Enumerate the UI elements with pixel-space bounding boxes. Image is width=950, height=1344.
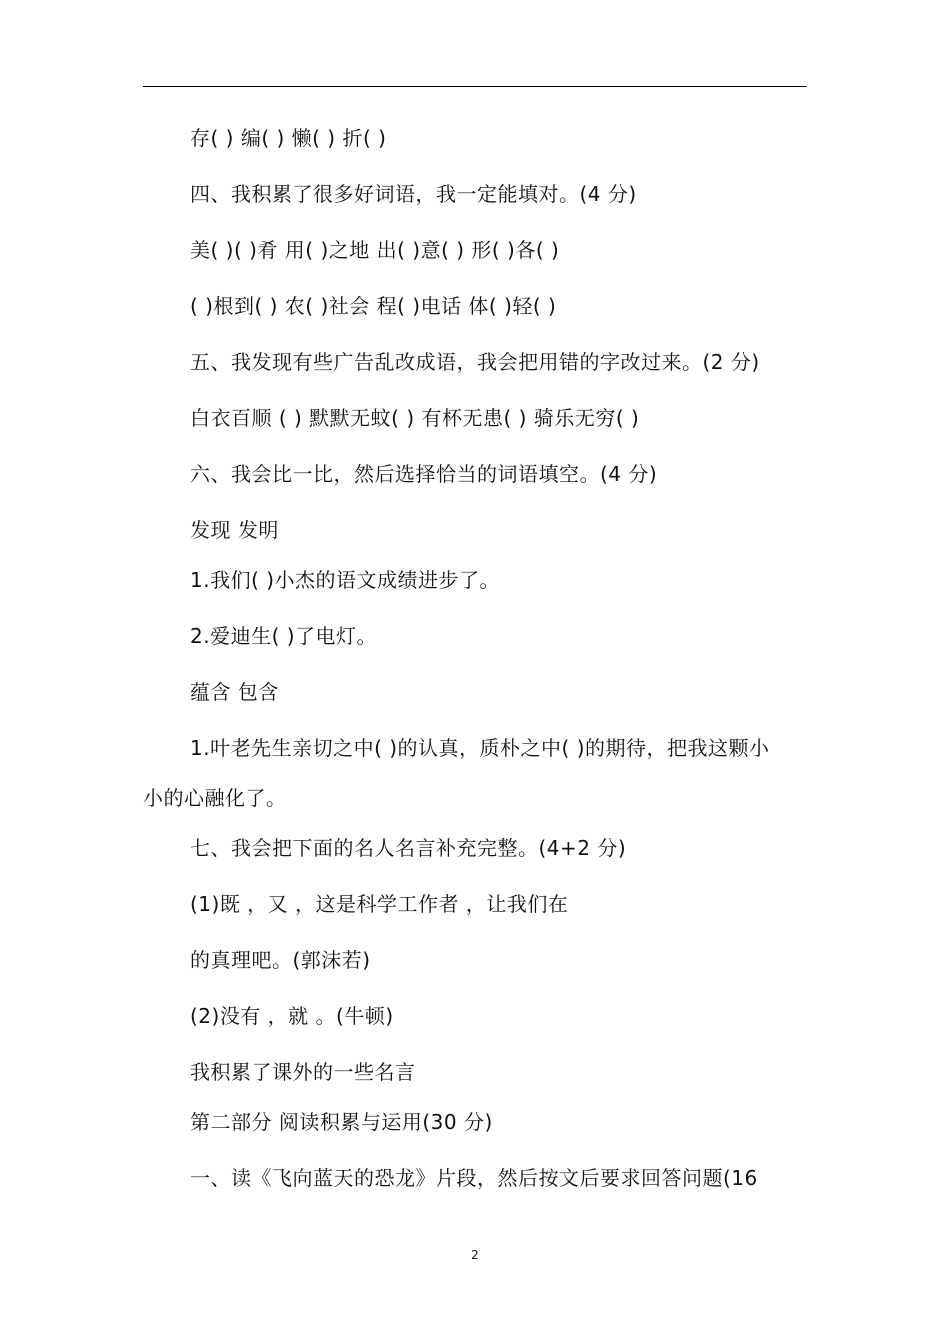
text-line-15: (1)既 ，又 ，这是科学工作者 ，让我们在 (190, 892, 569, 916)
page-number: 2 (471, 1248, 479, 1262)
text-line-18: 我积累了课外的一些名言 (190, 1060, 416, 1084)
text-line-20: 一、读《飞向蓝天的恐龙》片段，然后按文后要求回答问题(16 (190, 1166, 758, 1190)
text-line-16: 的真理吧。(郭沫若) (190, 948, 371, 972)
header-rule (143, 86, 807, 87)
text-line-13: 小的心融化了。 (143, 786, 287, 810)
section-six-heading: 六、我会比一比，然后选择恰当的词语填空。(4 分) (190, 462, 658, 486)
text-line-6: 白衣百顺 ( ) 默默无蚊( ) 有杯无患( ) 骑乐无穷( ) (190, 406, 640, 430)
section-seven-heading: 七、我会把下面的名人名言补充完整。(4+2 分) (190, 836, 627, 860)
text-line-4: ( )根到( ) 农( )社会 程( )电话 体( )轻( ) (190, 294, 557, 318)
text-line-3: 美( )( )肴 用( )之地 出( )意( ) 形( )各( ) (190, 238, 560, 262)
text-line-11: 蕴含 包含 (190, 680, 279, 704)
part-two-heading: 第二部分 阅读积累与运用(30 分) (190, 1110, 493, 1134)
text-line-8: 发现 发明 (190, 518, 279, 542)
text-line-10: 2.爱迪生( )了电灯。 (190, 624, 378, 648)
text-line-12: 1.叶老先生亲切之中( )的认真，质朴之中( )的期待，把我这颗小 (190, 736, 770, 760)
text-line-1: 存( ) 编( ) 懒( ) 折( ) (190, 126, 387, 150)
text-line-17: (2)没有 ，就 。(牛顿) (190, 1004, 394, 1028)
section-five-heading: 五、我发现有些广告乱改成语，我会把用错的字改过来。(2 分) (190, 350, 760, 374)
section-four-heading: 四、我积累了很多好词语，我一定能填对。(4 分) (190, 182, 637, 206)
text-line-9: 1.我们( )小杰的语文成绩进步了。 (190, 568, 501, 592)
